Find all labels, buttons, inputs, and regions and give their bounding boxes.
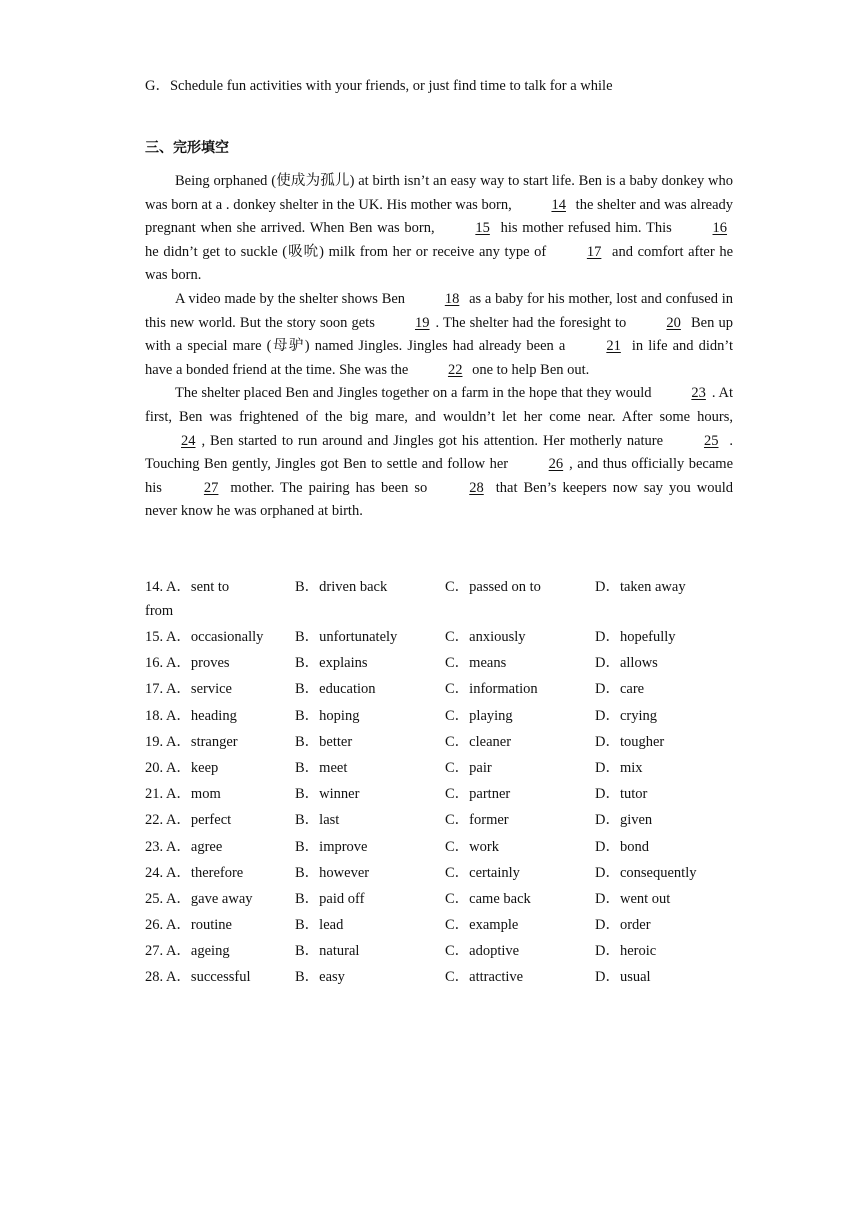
question-row — [145, 807, 735, 833]
question-row — [145, 886, 735, 912]
option-d: D．given — [595, 812, 653, 829]
option-c: C．cleaner — [445, 733, 512, 750]
option-a: 19. A．stranger — [145, 733, 238, 750]
passage-text: . At first, Ben was frightened of the big mare, and wouldn’t let her come near. After some hours, — [145, 385, 734, 425]
question-row — [145, 729, 735, 755]
passage-text: as a baby for his mother, lost and confused in this new world. But the story soon gets — [145, 290, 734, 331]
blank-27: 27 — [203, 479, 219, 496]
option-a: 24. A．therefore — [145, 864, 244, 881]
option-d: D．mix — [595, 759, 643, 776]
option-b: B．meet — [295, 759, 348, 776]
option-d: D．care — [595, 681, 645, 698]
option-b: B．last — [295, 812, 340, 829]
option-d: D．heroic — [595, 943, 657, 960]
blank-24: 24 — [181, 432, 196, 449]
option-d: D．tutor — [595, 786, 648, 803]
option-b: B．driven back — [295, 579, 388, 595]
option-d: D．bond — [595, 838, 649, 855]
option-c: C．anxiously — [445, 629, 526, 645]
passage-text: Ben up with a special mare (母驴) named Jingles. Jingles had already been a — [145, 314, 733, 355]
option-a: 26. A．routine — [145, 917, 232, 934]
option-a: 20. A．keep — [145, 759, 219, 776]
option-b: B．lead — [295, 917, 344, 934]
option-c: C．example — [445, 917, 519, 934]
option-a: 14. A．sent to — [145, 579, 230, 595]
question-row — [145, 964, 735, 990]
option-b: B．hoping — [295, 707, 360, 724]
option-d: D．order — [595, 917, 651, 934]
passage-paragraph-2 — [145, 288, 733, 382]
passage-text: , Ben started to run around and Jingles got his attention. Her motherly nature — [201, 432, 664, 449]
passage-text: mother. The pairing has been so — [230, 479, 428, 496]
passage-text: The shelter placed Ben and Jingles together on a farm in the hope that they would — [175, 385, 652, 402]
question-row — [145, 938, 735, 964]
passage-text: the shelter and was already pregnant when she arrived. When Ben was born, — [145, 196, 734, 237]
option-a: 15. A．occasionally — [145, 629, 264, 645]
passage-text: and comfort after he was born. — [145, 243, 733, 284]
option-d: D．crying — [595, 707, 658, 724]
option-c: C．means — [445, 655, 507, 672]
question-row — [145, 912, 735, 938]
option-c: C．came back — [445, 890, 531, 907]
question-row — [145, 860, 735, 886]
option-b: B．paid off — [295, 890, 365, 907]
blank-22: 22 — [447, 361, 463, 378]
option-a: 25. A．gave away — [145, 890, 253, 907]
option-c: C．certainly — [445, 864, 520, 881]
blank-16: 16 — [712, 220, 728, 237]
option-c: C．former — [445, 812, 509, 829]
option-c: C．pair — [445, 759, 492, 776]
option-d: D．tougher — [595, 733, 665, 750]
option-c: C．partner — [445, 786, 511, 803]
option-a: 17. A．service — [145, 681, 232, 698]
blank-25: 25 — [703, 432, 719, 449]
option-a: 23. A．agree — [145, 838, 223, 855]
blank-18: 18 — [444, 290, 460, 307]
question-row — [145, 624, 735, 650]
option-d: D．went out — [595, 890, 671, 907]
blank-21: 21 — [606, 338, 621, 355]
passage-text: . The shelter had the foresight to — [435, 314, 627, 331]
passage-text: . Touching Ben gently, Jingles got Ben to settle and follow her — [145, 432, 734, 473]
blank-19: 19 — [414, 314, 430, 331]
question-row — [145, 676, 735, 702]
option-b: B．however — [295, 864, 370, 881]
option-b: B．natural — [295, 943, 360, 960]
passage-text: his mother refused him. This — [500, 220, 672, 237]
option-b: B．better — [295, 733, 353, 750]
question-row — [145, 574, 735, 624]
passage-paragraph-1 — [145, 170, 733, 288]
option-d-continuation: from — [145, 603, 174, 619]
option-a: 16. A．proves — [145, 655, 230, 672]
blank-26: 26 — [548, 456, 564, 473]
question-row — [145, 834, 735, 860]
option-a: 27. A．ageing — [145, 943, 230, 960]
cloze-passage — [145, 170, 733, 524]
blank-28: 28 — [469, 479, 484, 496]
section-title: 三、完形填空 — [145, 140, 229, 156]
option-c: C．playing — [445, 707, 513, 724]
passage-text: A video made by the shelter shows Ben — [175, 290, 406, 307]
option-b: B．improve — [295, 838, 368, 855]
passage-text: he didn’t get to suckle (吸吮) milk from her or receive any type of — [145, 243, 547, 260]
option-a: 21. A．mom — [145, 786, 221, 803]
option-b: B．winner — [295, 786, 360, 803]
blank-20: 20 — [666, 314, 681, 331]
option-g-line: G．Schedule fun activities with your friends, or just find time to talk for a while — [145, 78, 613, 94]
option-a: 28. A．successful — [145, 969, 251, 986]
question-row — [145, 650, 735, 676]
passage-text: one to help Ben out. — [472, 361, 590, 378]
question-row — [145, 781, 735, 807]
question-row — [145, 755, 735, 781]
option-c: C．information — [445, 681, 538, 698]
blank-15: 15 — [475, 220, 490, 237]
answer-options — [145, 574, 735, 991]
option-a: 22. A．perfect — [145, 812, 232, 829]
option-a: 18. A．heading — [145, 707, 237, 724]
question-row — [145, 703, 735, 729]
option-c: C．passed on to — [445, 579, 541, 595]
option-d: D．hopefully — [595, 629, 676, 645]
option-d: D．consequently — [595, 864, 697, 881]
blank-14: 14 — [551, 196, 566, 213]
passage-paragraph-3 — [145, 382, 733, 524]
blank-17: 17 — [586, 243, 602, 260]
option-c: C．adoptive — [445, 943, 520, 960]
option-c: C．attractive — [445, 969, 524, 986]
blank-23: 23 — [691, 385, 706, 402]
option-b: B．unfortunately — [295, 629, 398, 645]
option-d: D．taken away — [595, 579, 686, 595]
passage-text: that Ben’s keepers now say you would never know he was orphaned at birth. — [145, 479, 734, 520]
passage-text: , and thus officially became his — [145, 456, 734, 496]
option-c: C．work — [445, 838, 499, 855]
passage-text: in life and didn’t have a bonded friend at the time. She was the — [145, 338, 733, 378]
option-b: B．easy — [295, 969, 345, 986]
passage-text: Being orphaned (使成为孤儿) at birth isn’t an easy way to start life. Ben is a baby donkey who was born at a . donkey shelter in the UK. His mother was born, — [145, 173, 733, 213]
option-b: B．education — [295, 681, 376, 698]
option-b: B．explains — [295, 655, 368, 672]
option-d: D．allows — [595, 655, 658, 672]
option-d: D．usual — [595, 969, 651, 986]
